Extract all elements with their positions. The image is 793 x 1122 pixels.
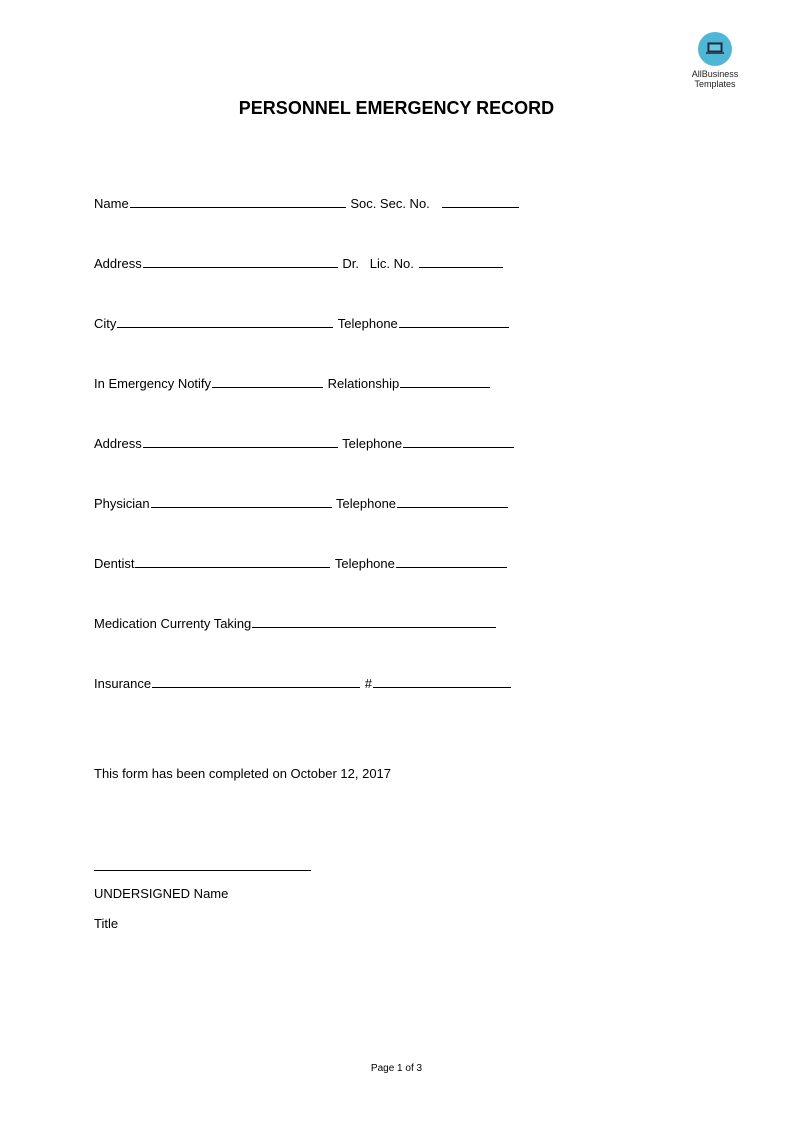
row-emergency-address (94, 436, 515, 451)
signature-line[interactable] (94, 870, 311, 871)
row-dentist (94, 556, 508, 571)
insurance-field[interactable] (152, 676, 360, 688)
medication-label: Medication Currenty Taking (94, 616, 252, 631)
name-field[interactable] (130, 196, 346, 208)
telephone-field[interactable] (399, 316, 509, 328)
physician-telephone-field[interactable] (397, 496, 508, 508)
row-city (94, 316, 510, 331)
emergency-label: In Emergency Notify (94, 376, 212, 391)
page-title: PERSONNEL EMERGENCY RECORD (238, 98, 555, 118)
telephone-label: Telephone (337, 316, 398, 331)
dentist-label: Dentist (94, 556, 135, 571)
telephone-label: Telephone (334, 556, 395, 571)
brand-logo (683, 32, 747, 89)
address-field[interactable] (143, 256, 338, 268)
row-medication (94, 616, 497, 631)
address-label: Address (94, 256, 142, 271)
name-label: Name (94, 196, 129, 211)
city-label: City (94, 316, 117, 331)
lic-label: Lic. No. (369, 256, 414, 271)
insurance-label: Insurance (94, 676, 152, 691)
city-field[interactable] (117, 316, 333, 328)
row-insurance (94, 676, 512, 691)
logo-text: AllBusiness Templates (691, 69, 739, 89)
dentist-telephone-field[interactable] (396, 556, 507, 568)
physician-label: Physician (94, 496, 150, 511)
completed-text: This form has been completed on October 12, 2017 (94, 766, 392, 781)
undersigned-name: UNDERSIGNED Name (94, 886, 229, 901)
emergency-field[interactable] (212, 376, 323, 388)
emergency-address-field[interactable] (143, 436, 338, 448)
dr-label: Dr. (342, 256, 359, 271)
ssn-label: Soc. Sec. No. (350, 196, 430, 211)
dentist-field[interactable] (135, 556, 330, 568)
laptop-icon (698, 32, 732, 66)
address-label: Address (94, 436, 142, 451)
row-address (94, 256, 504, 271)
emergency-telephone-field[interactable] (403, 436, 514, 448)
row-physician (94, 496, 509, 511)
ssn-field[interactable] (442, 196, 519, 208)
page-number: Page 1 of 3 (370, 1063, 423, 1074)
undersigned-title: Title (94, 916, 119, 931)
row-emergency (94, 376, 491, 391)
hash-label: # (364, 676, 372, 691)
insurance-number-field[interactable] (373, 676, 511, 688)
telephone-label: Telephone (342, 436, 403, 451)
relationship-field[interactable] (400, 376, 490, 388)
telephone-label: Telephone (336, 496, 397, 511)
row-name (94, 196, 520, 211)
license-field[interactable] (419, 256, 503, 268)
medication-field[interactable] (252, 616, 496, 628)
relationship-label: Relationship (327, 376, 400, 391)
physician-field[interactable] (151, 496, 332, 508)
